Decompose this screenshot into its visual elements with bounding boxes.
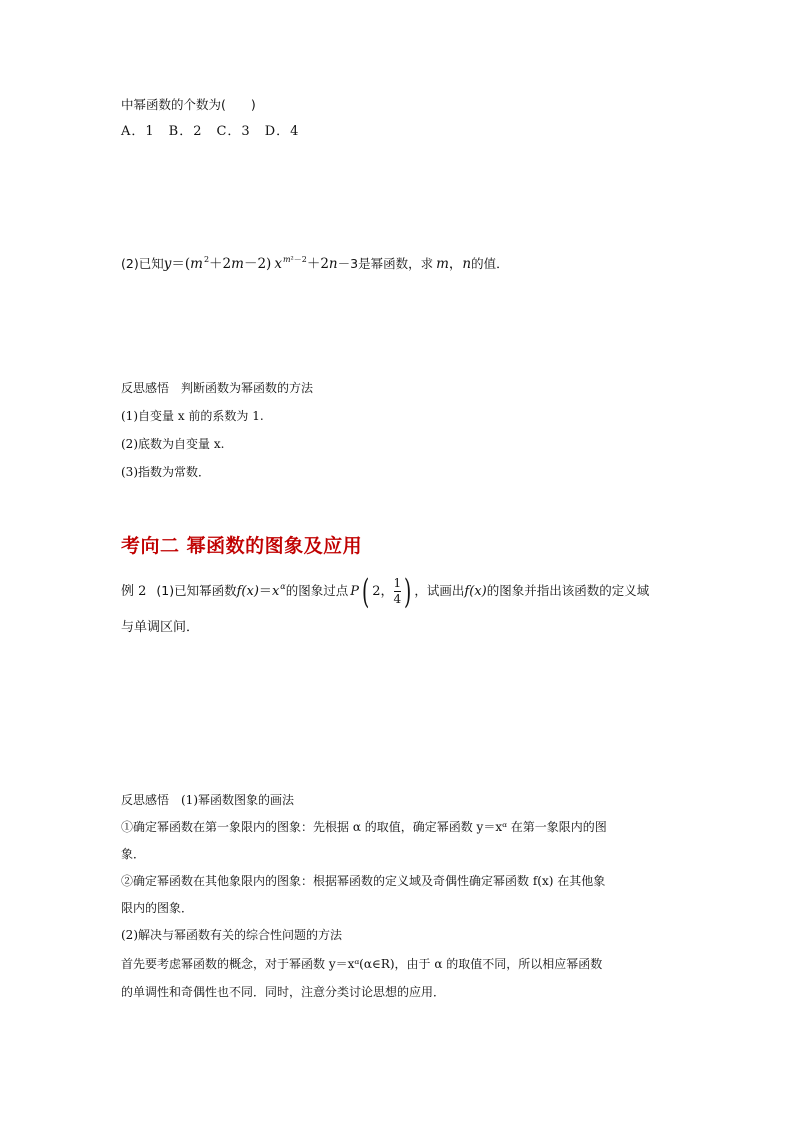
left-paren: (: [361, 571, 370, 612]
reflect2-p4a: 首先要考虑幂函数的概念，对于幂函数 y＝xᵅ(α∈R)，由于 α 的取值不同，所以相应幂函数: [121, 957, 603, 971]
q2-prefix: (2)已知: [121, 256, 164, 271]
reflect1-title: 反思感悟 判断函数为幂函数的方法: [121, 381, 314, 395]
section-heading: 考向二 幂函数的图象及应用: [121, 535, 363, 557]
q2-m2: m: [231, 256, 244, 272]
example2-label: 例 2: [121, 584, 147, 599]
q2-rest: －3是幂函数，求: [337, 256, 434, 271]
example2-part4: 的图象并指出该函数的定义域: [486, 583, 650, 598]
q2-n2: n: [462, 256, 472, 272]
q2-minus2: －2): [243, 256, 272, 272]
reflect1-line2: (2)底数为自变量 x.: [121, 437, 225, 451]
fraction-denominator: 4: [393, 592, 402, 606]
example2-fx2: f(x): [464, 584, 487, 599]
q2-y: y: [163, 256, 172, 272]
q2-exp-rest: ²－2: [290, 255, 307, 264]
q2-eq: ＝(: [171, 256, 191, 272]
q2-exp-m: m: [282, 255, 291, 264]
right-paren: ): [404, 571, 412, 612]
q1-stem-end: 中幂函数的个数为( ): [121, 97, 256, 112]
reflect2-p1b: 象．: [121, 847, 146, 861]
reflect2-p4b: 的单调性和奇偶性也不同．同时，注意分类讨论思想的应用．: [121, 985, 446, 999]
q2-comma: ，: [448, 256, 463, 272]
q2-sq: 2: [203, 255, 210, 264]
q2-exponent: [283, 255, 307, 264]
fraction: [394, 577, 402, 606]
example2-part1: (1)已知幂函数: [156, 583, 237, 598]
example2-eq: ＝: [258, 584, 272, 599]
q2-statement: [121, 256, 509, 274]
q1-options: A．1 B．2 C．3 D．4: [121, 124, 300, 139]
q2-plus2n: ＋2: [306, 256, 329, 272]
example2-line2: 与单调区间．: [121, 620, 200, 635]
example2-two: 2，: [372, 584, 394, 599]
fraction-numerator: 1: [393, 576, 402, 590]
reflect2-p2b: 限内的图象．: [121, 901, 194, 915]
example2-x: x: [271, 584, 280, 599]
example2-line1: [121, 571, 650, 612]
reflect2-p3: (2)解决与幂函数有关的综合性问题的方法: [121, 928, 342, 942]
example2-part2: 的图象过点: [285, 583, 349, 598]
q2-end: 的值．: [471, 256, 509, 271]
reflect1-line1: (1)自变量 x 前的系数为 1.: [121, 409, 264, 423]
example2-P: P: [350, 584, 359, 599]
reflect1-line3: (3)指数为常数．: [121, 465, 210, 479]
example2-part3: ，试画出: [414, 583, 465, 598]
reflect2-p2a: ②确定幂函数在其他象限内的图象：根据幂函数的定义域及奇偶性确定幂函数 f(x) 在其他象: [121, 874, 606, 888]
q2-m3: m: [436, 256, 449, 272]
reflect2-p1a: ①确定幂函数在第一象限内的图象：先根据 α 的取值，确定幂函数 y＝xᵅ 在第一象限内的图: [121, 820, 607, 834]
q2-m1: m: [190, 256, 203, 272]
q2-plus2m: ＋2: [209, 256, 232, 272]
reflect2-title: 反思感悟 (1)幂函数图象的画法: [121, 793, 294, 807]
example2-fx: f(x): [236, 584, 259, 599]
q2-n: n: [328, 256, 338, 272]
example2-alpha: α: [280, 582, 286, 591]
q2-x: x: [274, 256, 282, 272]
